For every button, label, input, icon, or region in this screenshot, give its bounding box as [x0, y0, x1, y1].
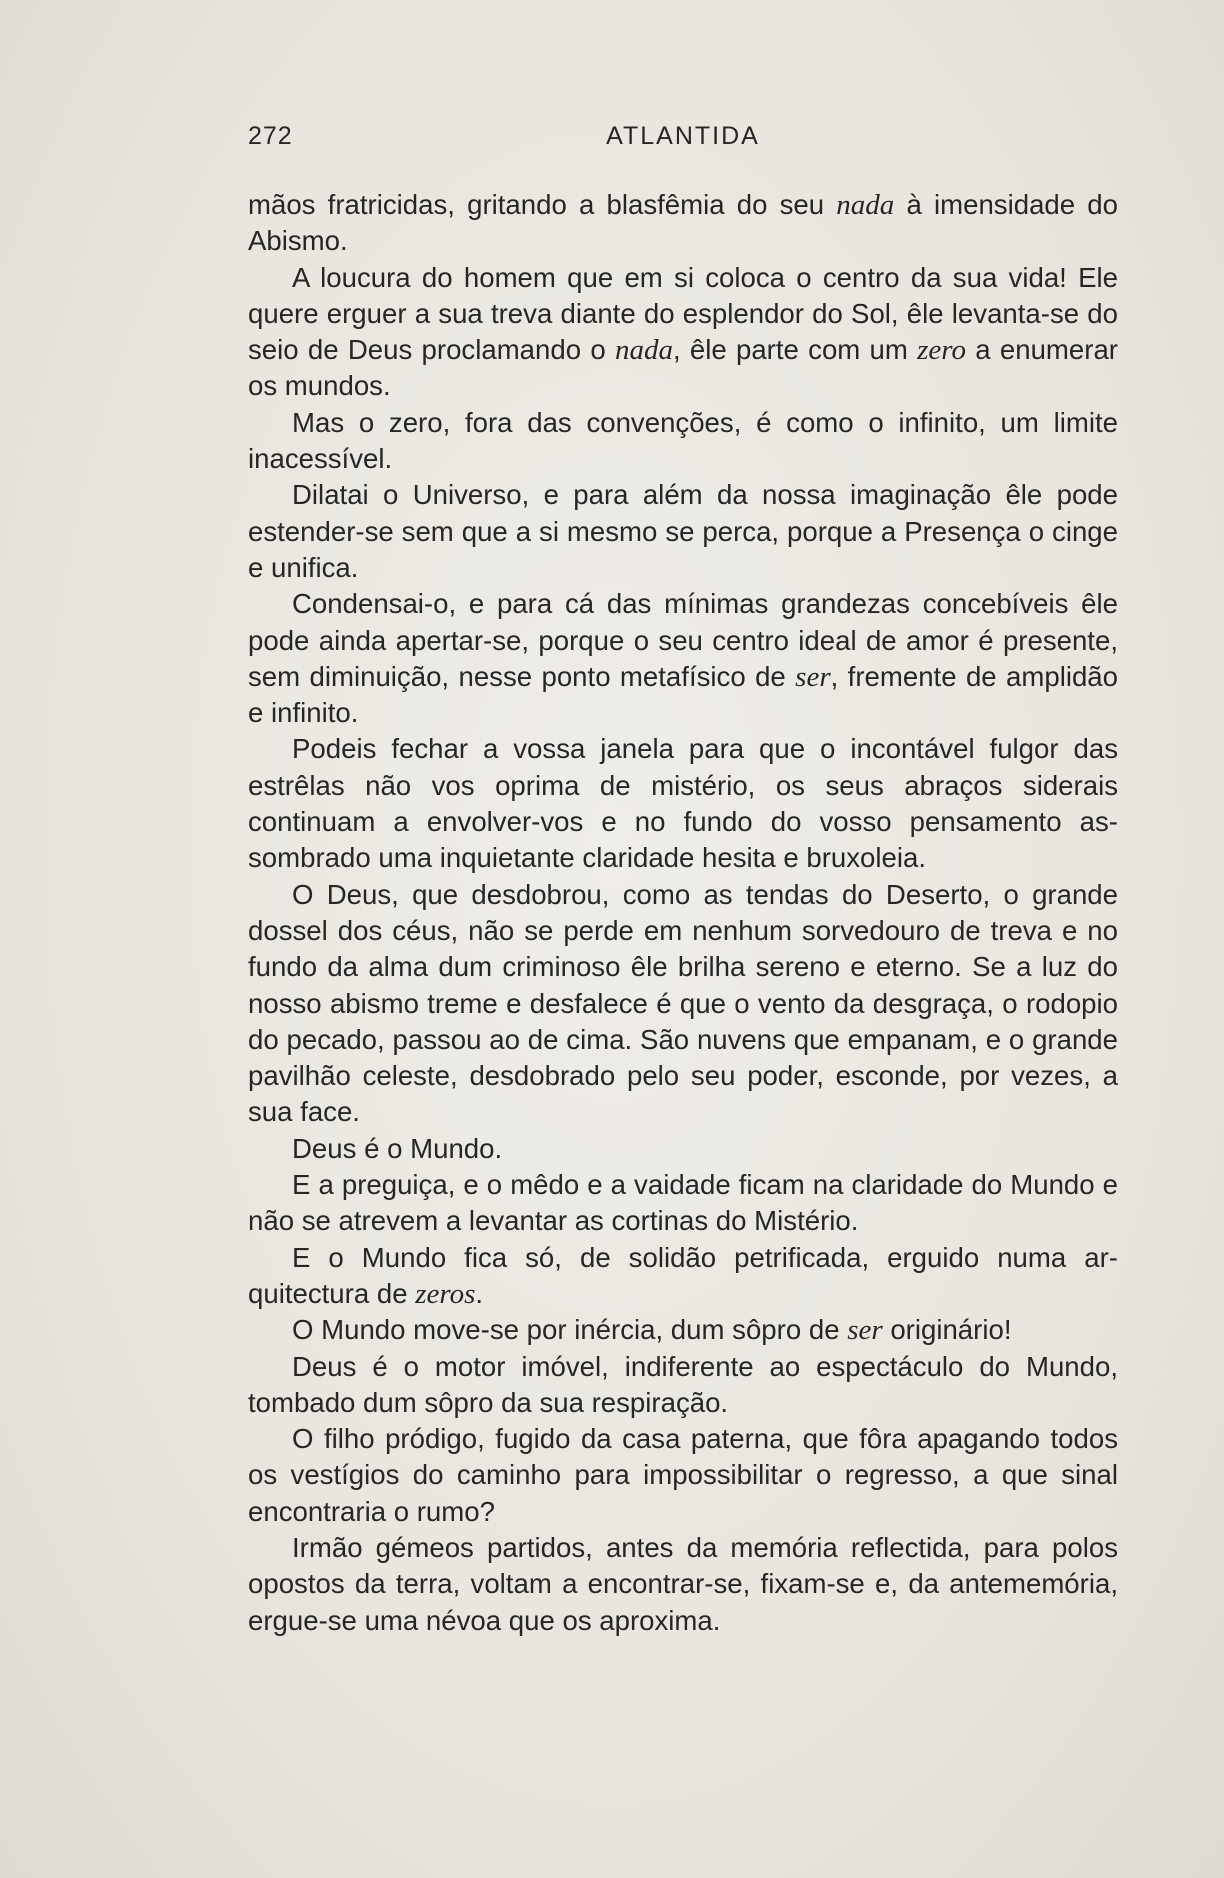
text-segment: , êle parte com um	[672, 334, 918, 366]
italic-word: zero	[917, 334, 967, 367]
text-segment: Dilatai o Universo, e para além da nossa imaginação êle pode estender-se sem que a si mesmo se perca, porque a Presença o cinge e unifica.	[248, 479, 1118, 583]
running-title: ATLANTIDA	[606, 122, 760, 150]
paragraph	[248, 1167, 1118, 1240]
italic-word: ser	[795, 660, 831, 693]
text-segment: A loucura do homem que em si coloca o centro da sua vida! Ele quere erguer a sua treva diante do esplendor do Sol, êle levanta-se do seio de Deus proclamando o	[248, 261, 1118, 366]
paragraph	[248, 586, 1118, 731]
text-segment: à imensidade do Abismo.	[248, 189, 1118, 257]
text-segment: Irmão gémeos partidos, antes da memória reflectida, para polos opostos da terra, voltam a encontrar-se, fixam-se e, da antememória, ergue-se uma névoa que os aproxima.	[248, 1531, 1118, 1636]
paragraph	[248, 1530, 1118, 1639]
text-segment: a enumerar os mundos.	[248, 334, 1118, 402]
page-number: 272	[248, 122, 293, 150]
paragraph	[248, 1131, 1118, 1167]
text-segment: mãos fratricidas, gritando a blasfêmia do seu	[248, 189, 837, 220]
text-segment: , fremente de amplidão e infinito.	[248, 660, 1119, 729]
text-segment: E o Mundo fica só, de solidão petrificada, erguido numa arquitectura de	[248, 1241, 1118, 1309]
text-segment: E a preguiça, e o mêdo e a vaidade ficam na claridade do Mundo e não se atrevem a levantar as cortinas do Mistério.	[248, 1169, 1118, 1237]
text-segment: O Mundo move-se por inércia, dum sôpro de	[292, 1314, 848, 1346]
paragraph	[248, 477, 1118, 586]
text-segment: Podeis fechar a vossa janela para que o incontável fulgor das estrêlas não vos oprima de mistério, os seus abraços siderais continuam a envolver-vos e no fundo do vosso pensamento assombrado uma inquietante claridade hesita e bruxoleia.	[248, 733, 1118, 874]
text-segment: Deus é o Mundo.	[292, 1132, 503, 1164]
paragraph	[248, 1240, 1118, 1313]
running-head	[248, 122, 1118, 152]
text-segment: O filho pródigo, fugido da casa paterna, que fôra apagando todos os vestígios do caminho para impossibilitar o regresso, a que sinal encontraria o rumo?	[248, 1423, 1118, 1527]
italic-word: nada	[836, 189, 895, 221]
italic-word: nada	[614, 334, 673, 367]
paragraph	[248, 1421, 1118, 1530]
paragraph	[248, 1349, 1118, 1422]
text-segment: Mas o zero, fora das convenções, é como o infinito, um limite inacessível.	[248, 406, 1118, 475]
text-segment: O Deus, que desdobrou, como as tendas do Deserto, o grande dossel dos céus, não se perde em nenhum sorvedouro de treva e no fundo da alma dum criminoso êle brilha sereno e eterno. Se a luz do nosso abismo treme e desfalece é que o vento da desgraça, o rodopio do pecado, passou ao de cima. São nuvens que empanam, e o grande pavilhão celeste, desdobrado pelo seu poder, esconde, por vezes, a sua face.	[248, 878, 1118, 1128]
paragraph	[248, 731, 1118, 876]
paragraph	[248, 405, 1118, 478]
text-segment: Condensai-o, e para cá das mínimas grandezas concebíveis êle pode ainda apertar-se, porque o seu centro ideal de amor é presente, sem diminuição, nesse ponto metafísico de	[248, 588, 1118, 692]
italic-word: zeros	[415, 1277, 476, 1310]
paragraph	[248, 260, 1118, 405]
text-segment: .	[475, 1277, 484, 1309]
paragraph	[248, 877, 1118, 1131]
text-segment: originário!	[882, 1314, 1012, 1346]
text-segment: Deus é o motor imóvel, indiferente ao espectáculo do Mundo, tombado dum sôpro da sua respiração.	[248, 1350, 1118, 1418]
italic-word: ser	[847, 1314, 883, 1347]
body-text	[248, 187, 1118, 1639]
paragraph	[248, 187, 1118, 260]
paragraph	[248, 1312, 1118, 1348]
